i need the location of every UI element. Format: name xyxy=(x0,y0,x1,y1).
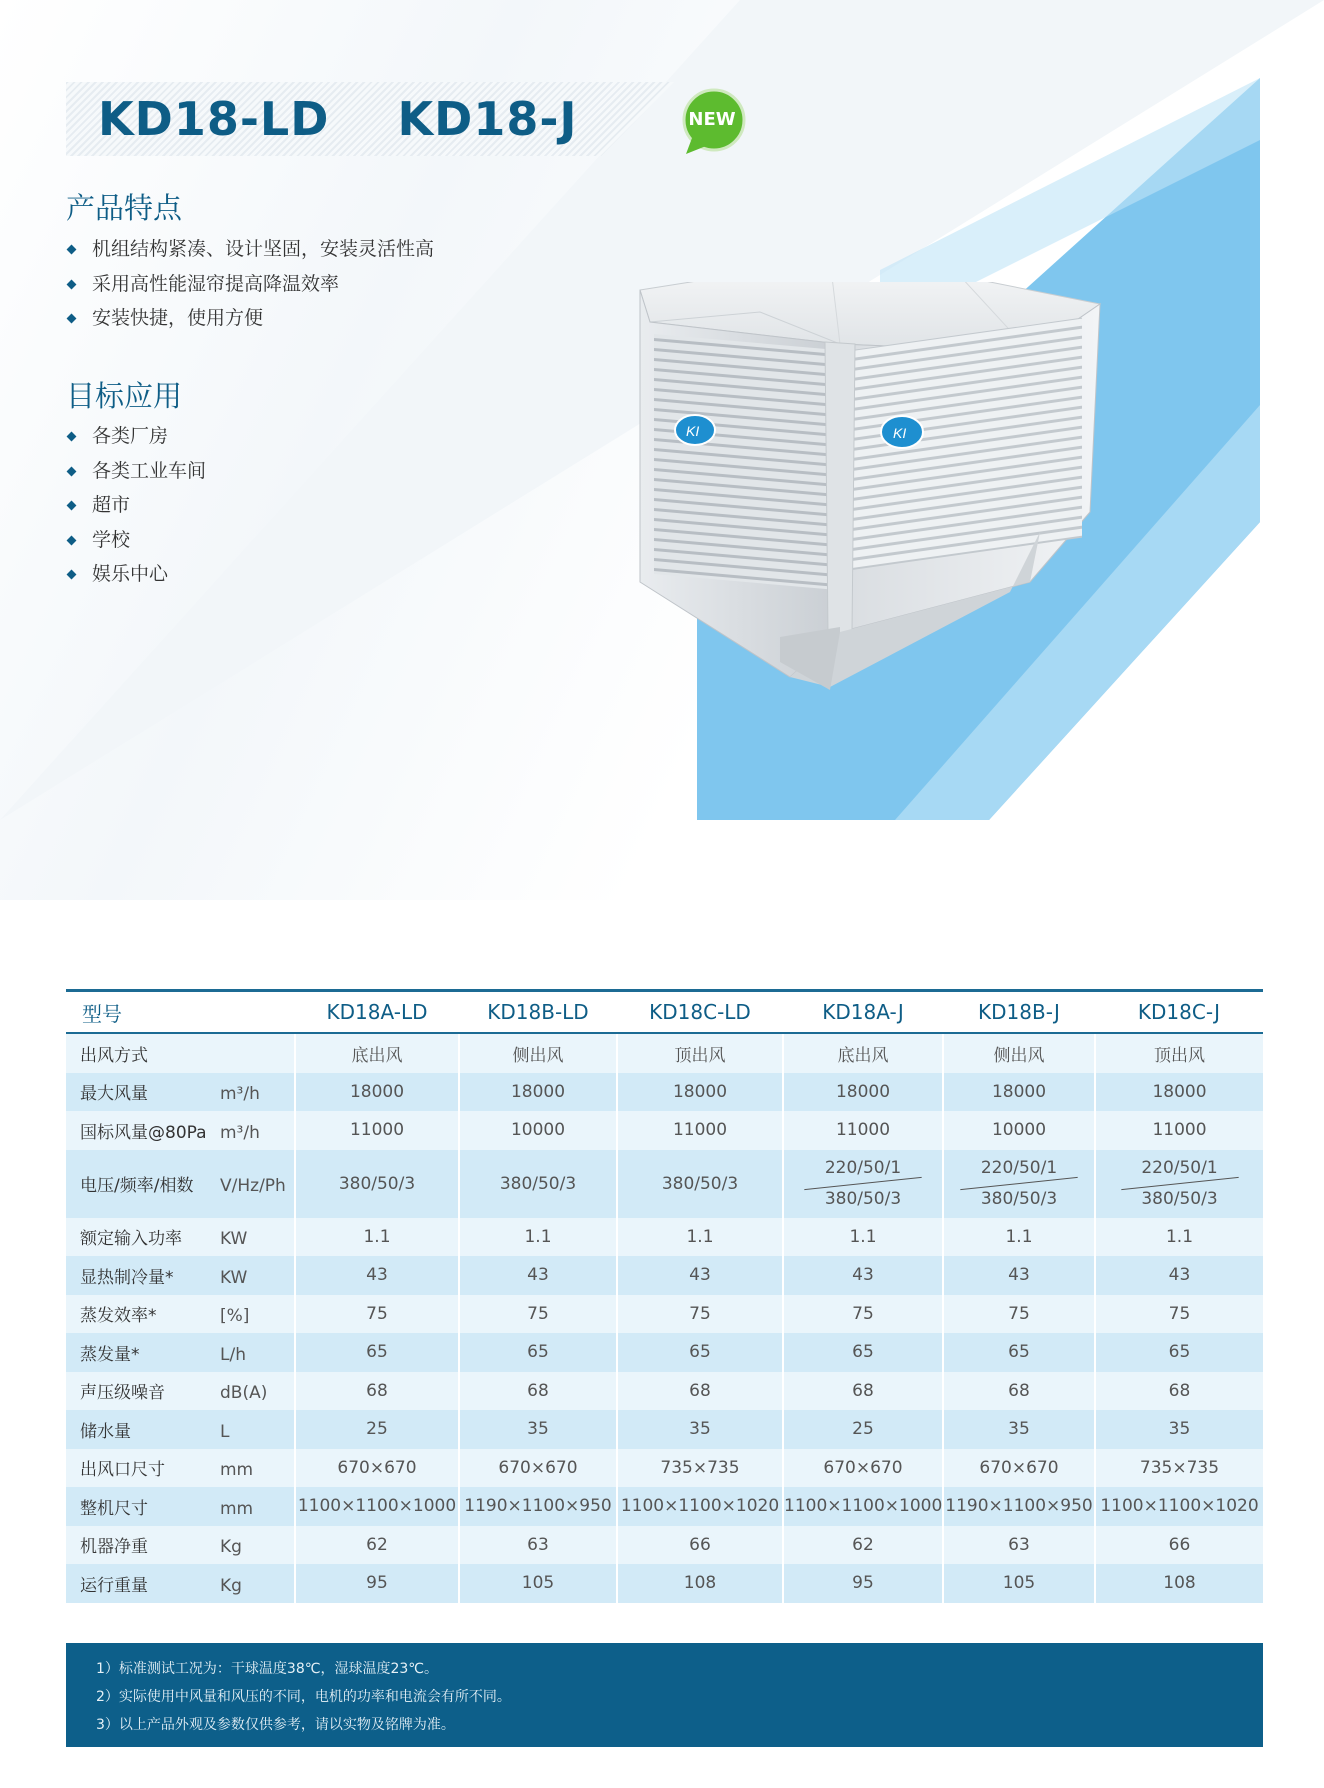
table-cell-split xyxy=(783,1150,943,1218)
table-cell: 670×670 xyxy=(459,1449,617,1488)
footnote: 2）实际使用中风量和风压的不同，电机的功率和电流会有所不同。 xyxy=(96,1689,511,1705)
diamond-bullet-icon xyxy=(67,245,77,255)
table-cell: 63 xyxy=(459,1526,617,1565)
table-cell: 18000 xyxy=(1095,1073,1263,1112)
table-cell: 62 xyxy=(783,1526,943,1565)
row-label: 国标风量@80Pa xyxy=(80,1122,207,1143)
table-row xyxy=(66,1487,1263,1526)
table-row xyxy=(66,1033,1263,1073)
spec-table xyxy=(66,989,1263,1603)
table-cell-split xyxy=(1095,1150,1263,1218)
diamond-bullet-icon xyxy=(67,466,77,476)
row-label: 声压级噪音 xyxy=(80,1383,165,1404)
table-cell: 1.1 xyxy=(943,1218,1095,1257)
row-label-cell xyxy=(66,1033,295,1073)
table-cell: 1100×1100×1000 xyxy=(295,1487,459,1526)
table-cell: 105 xyxy=(459,1564,617,1603)
new-badge-label: NEW xyxy=(688,109,736,130)
page-title: KD18-LD KD18-J xyxy=(98,92,578,146)
table-cell: 1100×1100×1020 xyxy=(1095,1487,1263,1526)
new-badge xyxy=(680,88,748,154)
table-cell: 1100×1100×1000 xyxy=(783,1487,943,1526)
row-label-cell xyxy=(66,1372,295,1411)
row-unit: dB(A) xyxy=(220,1383,268,1404)
table-cell: 380/50/3 xyxy=(459,1150,617,1218)
table-cell: 63 xyxy=(943,1526,1095,1565)
row-label: 出风方式 xyxy=(80,1045,148,1066)
table-header-row xyxy=(66,991,1263,1034)
table-cell: 43 xyxy=(295,1256,459,1295)
row-unit: KW xyxy=(220,1229,248,1250)
row-unit: mm xyxy=(220,1498,254,1519)
diamond-bullet-icon xyxy=(67,570,77,580)
table-cell: 380/50/3 xyxy=(617,1150,783,1218)
table-cell: 380/50/3 xyxy=(295,1150,459,1218)
table-cell: 1.1 xyxy=(783,1218,943,1257)
table-cell: 108 xyxy=(617,1564,783,1603)
table-cell: 68 xyxy=(783,1372,943,1411)
table-cell: 66 xyxy=(617,1526,783,1565)
table-cell: 底出风 xyxy=(295,1033,459,1073)
header-model: KD18B-J xyxy=(943,991,1095,1034)
table-cell: 95 xyxy=(783,1564,943,1603)
row-label: 运行重量 xyxy=(80,1575,148,1596)
row-label-cell xyxy=(66,1295,295,1334)
table-cell: 75 xyxy=(943,1295,1095,1334)
row-unit: m³/h xyxy=(220,1084,260,1105)
table-cell: 65 xyxy=(617,1333,783,1372)
row-label-cell xyxy=(66,1449,295,1488)
air-cooler-unit-image xyxy=(630,282,1130,722)
table-cell: 18000 xyxy=(617,1073,783,1112)
diamond-bullet-icon xyxy=(67,314,77,324)
table-cell: 1100×1100×1020 xyxy=(617,1487,783,1526)
table-cell: 68 xyxy=(295,1372,459,1411)
features-heading: 产品特点 xyxy=(66,191,183,225)
table-cell: 侧出风 xyxy=(943,1033,1095,1073)
footnote: 3）以上产品外观及参数仅供参考，请以实物及铭牌为准。 xyxy=(96,1717,455,1733)
diamond-bullet-icon xyxy=(67,535,77,545)
table-cell: 68 xyxy=(459,1372,617,1411)
row-unit: V/Hz/Ph xyxy=(220,1176,286,1196)
diamond-bullet-icon xyxy=(67,432,77,442)
table-cell: 43 xyxy=(943,1256,1095,1295)
table-row xyxy=(66,1111,1263,1150)
table-row xyxy=(66,1410,1263,1449)
table-cell: 1.1 xyxy=(1095,1218,1263,1257)
table-cell: 735×735 xyxy=(617,1449,783,1488)
table-cell: 10000 xyxy=(459,1111,617,1150)
footnotes-box xyxy=(66,1643,1263,1747)
table-cell-split xyxy=(943,1150,1095,1218)
row-label-cell xyxy=(66,1150,295,1218)
table-cell: 105 xyxy=(943,1564,1095,1603)
table-row xyxy=(66,1526,1263,1565)
voltage-option: 220/50/1 xyxy=(1141,1158,1218,1178)
header-model-label: 型号 xyxy=(66,991,295,1034)
list-item: 各类工业车间 xyxy=(66,454,206,489)
table-cell: 66 xyxy=(1095,1526,1263,1565)
table-row xyxy=(66,1218,1263,1257)
table-cell: 35 xyxy=(459,1410,617,1449)
table-cell: 95 xyxy=(295,1564,459,1603)
table-cell: 顶出风 xyxy=(617,1033,783,1073)
header-model: KD18B-LD xyxy=(459,991,617,1034)
table-row xyxy=(66,1256,1263,1295)
table-row xyxy=(66,1295,1263,1334)
row-label: 整机尺寸 xyxy=(80,1498,148,1519)
voltage-option: 220/50/1 xyxy=(824,1158,902,1178)
table-cell: 11000 xyxy=(295,1111,459,1150)
table-cell: 108 xyxy=(1095,1564,1263,1603)
table-cell: 35 xyxy=(617,1410,783,1449)
table-row xyxy=(66,1333,1263,1372)
diamond-bullet-icon xyxy=(67,501,77,511)
table-cell: 65 xyxy=(783,1333,943,1372)
voltage-option: 380/50/3 xyxy=(1141,1189,1218,1209)
table-cell: 35 xyxy=(1095,1410,1263,1449)
table-cell: 1190×1100×950 xyxy=(459,1487,617,1526)
list-item: 采用高性能湿帘提高降温效率 xyxy=(66,267,434,302)
table-cell: 18000 xyxy=(459,1073,617,1112)
svg-text:KI: KI xyxy=(686,423,700,439)
row-label-cell xyxy=(66,1487,295,1526)
table-cell: 43 xyxy=(1095,1256,1263,1295)
row-label: 显热制冷量* xyxy=(80,1267,174,1288)
table-cell: 18000 xyxy=(943,1073,1095,1112)
row-label-cell xyxy=(66,1111,295,1150)
table-cell: 75 xyxy=(459,1295,617,1334)
table-cell: 侧出风 xyxy=(459,1033,617,1073)
list-item: 超市 xyxy=(66,488,206,523)
table-row xyxy=(66,1150,1263,1218)
table-cell: 43 xyxy=(459,1256,617,1295)
table-row xyxy=(66,1372,1263,1411)
applications-heading: 目标应用 xyxy=(66,379,183,413)
voltage-option: 220/50/1 xyxy=(980,1158,1058,1178)
row-label-cell xyxy=(66,1564,295,1603)
row-unit: Kg xyxy=(220,1537,242,1558)
table-cell: 18000 xyxy=(783,1073,943,1112)
footnote: 1）标准测试工况为：干球温度38℃，湿球温度23℃。 xyxy=(96,1661,438,1677)
row-label: 额定输入功率 xyxy=(80,1229,182,1250)
row-label: 机器净重 xyxy=(80,1537,148,1558)
table-row xyxy=(66,1449,1263,1488)
row-unit: Kg xyxy=(220,1575,242,1596)
table-cell: 1.1 xyxy=(295,1218,459,1257)
list-item: 安装快捷，使用方便 xyxy=(66,301,434,336)
table-cell: 65 xyxy=(1095,1333,1263,1372)
table-cell: 670×670 xyxy=(943,1449,1095,1488)
table-cell: 62 xyxy=(295,1526,459,1565)
table-cell: 43 xyxy=(783,1256,943,1295)
table-cell: 25 xyxy=(295,1410,459,1449)
svg-text:KI: KI xyxy=(893,425,907,441)
table-cell: 75 xyxy=(617,1295,783,1334)
row-label-cell xyxy=(66,1526,295,1565)
table-cell: 670×670 xyxy=(295,1449,459,1488)
row-label: 最大风量 xyxy=(80,1084,148,1105)
features-list xyxy=(66,232,434,336)
row-unit: mm xyxy=(220,1460,254,1481)
row-label: 出风口尺寸 xyxy=(80,1460,165,1481)
row-label-cell xyxy=(66,1333,295,1372)
table-cell: 1.1 xyxy=(617,1218,783,1257)
header-model: KD18C-LD xyxy=(617,991,783,1034)
table-row xyxy=(66,1564,1263,1603)
list-item: 各类厂房 xyxy=(66,419,206,454)
table-cell: 11000 xyxy=(783,1111,943,1150)
row-label: 蒸发效率* xyxy=(80,1306,157,1327)
row-label-cell xyxy=(66,1073,295,1112)
row-label-cell xyxy=(66,1256,295,1295)
table-cell: 670×670 xyxy=(783,1449,943,1488)
table-cell: 75 xyxy=(295,1295,459,1334)
table-cell: 65 xyxy=(943,1333,1095,1372)
table-cell: 65 xyxy=(459,1333,617,1372)
row-label: 电压/频率/相数 xyxy=(80,1176,194,1196)
applications-list xyxy=(66,419,206,592)
table-cell: 1.1 xyxy=(459,1218,617,1257)
voltage-option: 380/50/3 xyxy=(980,1189,1058,1209)
table-cell: 18000 xyxy=(295,1073,459,1112)
table-cell: 68 xyxy=(943,1372,1095,1411)
table-cell: 65 xyxy=(295,1333,459,1372)
row-label-cell xyxy=(66,1218,295,1257)
row-unit: m³/h xyxy=(220,1122,260,1143)
list-item: 娱乐中心 xyxy=(66,557,206,592)
list-item: 机组结构紧凑、设计坚固，安装灵活性高 xyxy=(66,232,434,267)
table-cell: 43 xyxy=(617,1256,783,1295)
diamond-bullet-icon xyxy=(67,279,77,289)
table-cell: 11000 xyxy=(1095,1111,1263,1150)
table-row xyxy=(66,1073,1263,1112)
table-cell: 底出风 xyxy=(783,1033,943,1073)
table-cell: 68 xyxy=(617,1372,783,1411)
row-label-cell xyxy=(66,1410,295,1449)
table-cell: 1190×1100×950 xyxy=(943,1487,1095,1526)
table-cell: 75 xyxy=(783,1295,943,1334)
table-cell: 10000 xyxy=(943,1111,1095,1150)
list-item: 学校 xyxy=(66,523,206,558)
row-unit: L/h xyxy=(220,1344,246,1365)
table-cell: 68 xyxy=(1095,1372,1263,1411)
row-label: 蒸发量* xyxy=(80,1344,140,1365)
header-model: KD18A-J xyxy=(783,991,943,1034)
voltage-option: 380/50/3 xyxy=(824,1189,902,1209)
table-cell: 顶出风 xyxy=(1095,1033,1263,1073)
table-cell: 25 xyxy=(783,1410,943,1449)
header-model: KD18C-J xyxy=(1095,991,1263,1034)
row-unit: L xyxy=(220,1421,230,1442)
row-unit: [%] xyxy=(220,1306,250,1327)
row-unit: KW xyxy=(220,1267,248,1288)
table-cell: 75 xyxy=(1095,1295,1263,1334)
header-model: KD18A-LD xyxy=(295,991,459,1034)
table-cell: 35 xyxy=(943,1410,1095,1449)
table-cell: 11000 xyxy=(617,1111,783,1150)
table-cell: 735×735 xyxy=(1095,1449,1263,1488)
row-label: 储水量 xyxy=(80,1421,131,1442)
